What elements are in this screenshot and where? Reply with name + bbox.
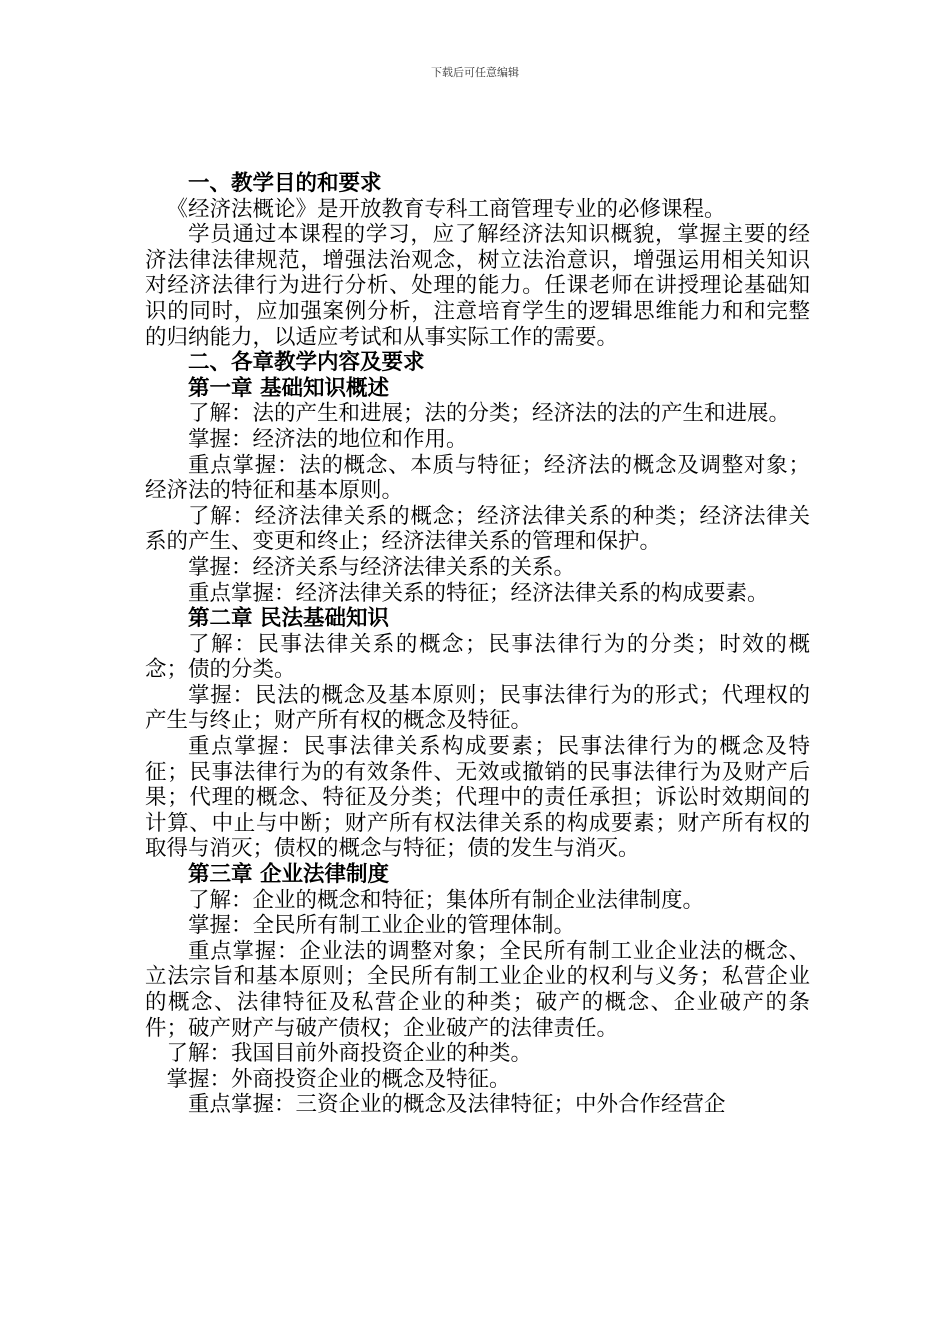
section-heading-chapter-content: 二、各章教学内容及要求 [188, 350, 425, 376]
paragraph-ch3-understand-2: 了解：我国目前外商投资企业的种类。 [166, 1041, 533, 1067]
page-header: 下载后可任意编辑 [431, 66, 519, 79]
paragraph-ch1-master: 掌握：经济法的地位和作用。 [188, 426, 468, 452]
chapter-3-heading: 第三章 企业法律制度 [188, 862, 389, 888]
paragraph-course-intro: 《经济法概论》是开放教育专科工商管理专业的必修课程。 [166, 196, 726, 222]
document-body [145, 171, 810, 1118]
paragraph-ch1-key-2: 重点掌握：经济法律关系的特征；经济法律关系的构成要素。 [188, 580, 769, 606]
chapter-1-heading: 第一章 基础知识概述 [188, 375, 389, 401]
chapter-2-heading: 第二章 民法基础知识 [188, 606, 389, 632]
paragraph-ch3-understand: 了解：企业的概念和特征；集体所有制企业法律制度。 [188, 887, 705, 913]
paragraph-ch2-key: 重点掌握：民事法律关系构成要素；民事法律行为的概念及特征；民事法律行为的有效条件、无效或撤销的民事法律行为及财产后果；代理的概念、特征及分类；代理中的责任承担；诉讼时效期间的计算、中止与中断；财产所有权法律关系的构成要素；财产所有权的取得与消灭；债权的概念与特征；债的发生与消灭。 [145, 734, 810, 862]
paragraph-course-goals: 学员通过本课程的学习，应了解经济法知识概貌，掌握主要的经济法律法律规范，增强法治观念，树立法治意识，增强运用相关知识对经济法律行为进行分析、处理的能力。任课老师在讲授理论基础知识的同时，应加强案例分析，注意培育学生的逻辑思维能力和和完整的归纳能力，以适应考试和从事实际工作的需要。 [145, 222, 810, 350]
paragraph-ch3-master: 掌握：全民所有制工业企业的管理体制。 [188, 913, 576, 939]
paragraph-ch2-understand: 了解：民事法律关系的概念；民事法律行为的分类；时效的概念；债的分类。 [145, 631, 810, 683]
paragraph-ch1-understand: 了解：法的产生和进展；法的分类；经济法的法的产生和进展。 [188, 401, 791, 427]
paragraph-ch2-master: 掌握：民法的概念及基本原则；民事法律行为的形式；代理权的产生与终止；财产所有权的概念及特征。 [145, 682, 810, 734]
section-heading-objectives: 一、教学目的和要求 [188, 171, 382, 196]
paragraph-ch3-key-2: 重点掌握：三资企业的概念及法律特征；中外合作经营企 [188, 1092, 726, 1118]
paragraph-ch1-understand-2: 了解：经济法律关系的概念；经济法律关系的种类；经济法律关系的产生、变更和终止；经济法律关系的管理和保护。 [145, 503, 810, 555]
paragraph-ch1-master-2: 掌握：经济关系与经济法律关系的关系。 [188, 554, 576, 580]
paragraph-ch3-key: 重点掌握：企业法的调整对象；全民所有制工业企业法的概念、立法宗旨和基本原则；全民所有制工业企业的权利与义务；私营企业的概念、法律特征及私营企业的种类；破产的概念、企业破产的条件；破产财产与破产债权；企业破产的法律责任。 [145, 938, 810, 1041]
paragraph-ch3-master-2: 掌握：外商投资企业的概念及特征。 [166, 1066, 511, 1092]
paragraph-ch1-key: 重点掌握：法的概念、本质与特征；经济法的概念及调整对象；经济法的特征和基本原则。 [145, 452, 810, 504]
